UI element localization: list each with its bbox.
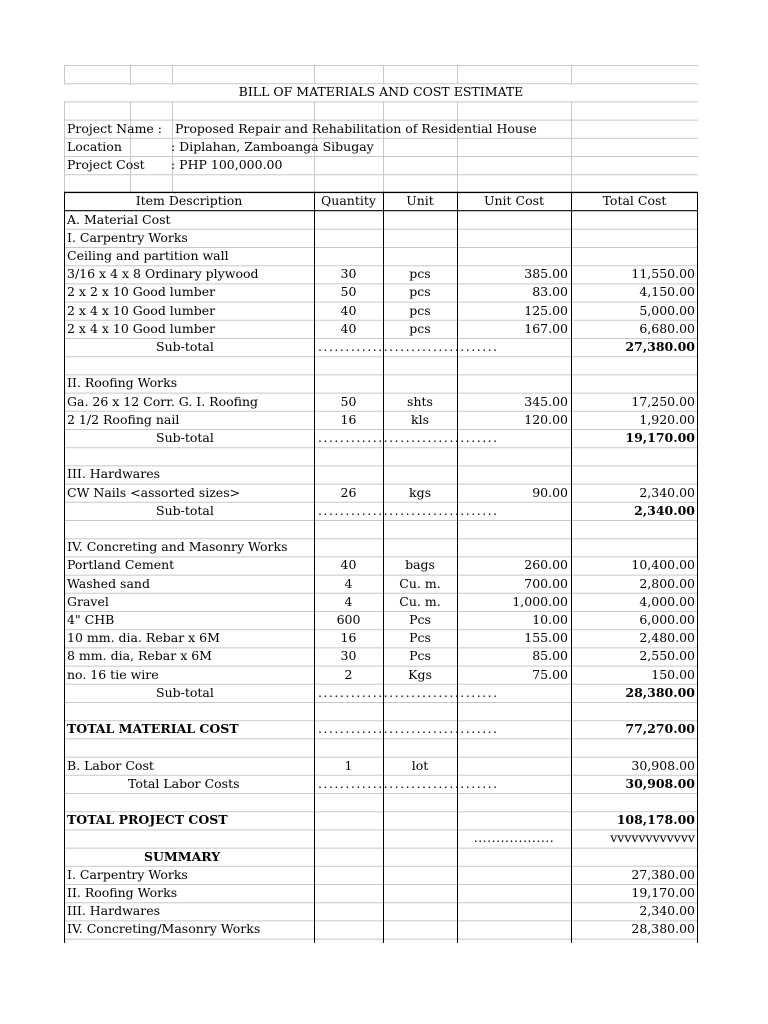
dotted-leader-short: .................. xyxy=(473,830,555,846)
header-quantity: Quantity xyxy=(321,193,376,209)
item-unit-cost xyxy=(457,538,571,556)
item-unit xyxy=(383,465,457,483)
item-description: II. Roofing Works xyxy=(67,375,178,391)
table-row xyxy=(64,793,698,811)
item-unit: shts xyxy=(407,393,433,409)
table-row xyxy=(64,738,698,756)
subtotal-label: Sub-total xyxy=(156,684,214,700)
item-unit-cost: 90.00 xyxy=(532,484,568,500)
item-unit: Pcs xyxy=(409,648,431,664)
location-row xyxy=(64,138,698,156)
item-quantity xyxy=(314,229,383,247)
item-description: III. Hardwares xyxy=(67,466,161,482)
dotted-leader: ................................. xyxy=(318,684,499,700)
table-row xyxy=(64,866,698,884)
item-unit: Cu. m. xyxy=(399,575,441,591)
item-total-cost xyxy=(571,374,698,392)
item-unit: Pcs xyxy=(409,630,431,646)
item-description: 4" CHB xyxy=(67,612,115,627)
title-row xyxy=(64,83,698,101)
subtotal-label: Sub-total xyxy=(156,339,214,354)
item-unit xyxy=(383,229,457,247)
table-row xyxy=(64,502,698,520)
item-quantity: 4 xyxy=(344,575,353,591)
item-quantity: 40 xyxy=(340,302,357,318)
item-total-cost: 11,550.00 xyxy=(631,266,695,282)
table-row xyxy=(64,447,698,465)
project-cost-row xyxy=(64,156,698,174)
item-unit xyxy=(383,538,457,556)
item-unit-cost xyxy=(457,229,571,247)
item-unit xyxy=(383,374,457,392)
item-quantity: 50 xyxy=(340,284,357,300)
item-unit xyxy=(383,920,457,938)
item-description: B. Labor Cost xyxy=(67,757,154,773)
table-row xyxy=(64,374,698,392)
location-label: Location xyxy=(67,138,122,154)
dotted-leader: ................................. xyxy=(318,502,499,518)
item-unit-cost: 700.00 xyxy=(524,575,568,591)
header-unit: Unit xyxy=(406,193,434,209)
item-unit-cost: 85.00 xyxy=(532,648,568,664)
item-total-cost: 2,340.00 xyxy=(639,903,695,919)
summary-heading: SUMMARY xyxy=(144,848,221,864)
item-total-cost: 30,908.00 xyxy=(631,757,695,773)
total-project-value: 108,178.00 xyxy=(616,812,695,828)
item-description: IV. Concreting and Masonry Works xyxy=(67,539,288,555)
item-unit: bags xyxy=(405,557,435,573)
project-cost-value: : PHP 100,000.00 xyxy=(171,157,283,172)
total-material-label: TOTAL MATERIAL COST xyxy=(67,721,239,737)
item-unit xyxy=(383,211,457,229)
table-row xyxy=(64,902,698,920)
item-quantity xyxy=(314,920,383,938)
item-description: 2 x 4 x 10 Good lumber xyxy=(67,320,216,336)
item-unit-cost: 260.00 xyxy=(524,557,568,573)
item-unit-cost xyxy=(457,920,571,938)
item-total-cost: 4,150.00 xyxy=(639,284,695,300)
item-quantity xyxy=(314,866,383,884)
table-row xyxy=(64,302,698,320)
table-row xyxy=(64,757,698,775)
item-description: IV. Concreting/Masonry Works xyxy=(67,921,261,937)
item-quantity: 40 xyxy=(340,557,357,573)
item-description: A. Material Cost xyxy=(67,211,171,227)
dotted-leader: ................................. xyxy=(318,775,499,791)
header-total-cost: Total Cost xyxy=(602,193,667,209)
subtotal-value: 27,380.00 xyxy=(625,339,695,354)
table-row xyxy=(64,211,698,229)
item-unit-cost xyxy=(457,374,571,392)
item-unit-cost xyxy=(457,866,571,884)
item-quantity xyxy=(314,902,383,920)
project-name-label: Project Name : xyxy=(67,120,163,136)
dotted-leader: ................................. xyxy=(318,430,499,445)
table-row xyxy=(64,775,698,793)
item-unit xyxy=(383,884,457,902)
item-quantity: 16 xyxy=(340,630,357,646)
item-quantity: 4 xyxy=(344,593,353,609)
total-labor-label: Total Labor Costs xyxy=(128,775,240,791)
item-total-cost: 10,400.00 xyxy=(631,557,695,573)
item-description: Ga. 26 x 12 Corr. G. I. Roofing xyxy=(67,393,259,409)
table-row xyxy=(64,575,698,593)
table-row xyxy=(64,629,698,647)
item-description: Portland Cement xyxy=(67,557,175,573)
item-unit xyxy=(383,866,457,884)
item-unit: Cu. m. xyxy=(399,593,441,609)
item-quantity: 30 xyxy=(340,648,357,664)
item-description: III. Hardwares xyxy=(67,903,161,919)
table-row xyxy=(64,848,698,866)
total-material-value: 77,270.00 xyxy=(625,721,695,737)
table-row xyxy=(64,411,698,429)
table-row xyxy=(64,338,698,356)
item-description: 2 x 4 x 10 Good lumber xyxy=(67,302,216,318)
item-description: Washed sand xyxy=(67,575,150,591)
item-total-cost xyxy=(571,211,698,229)
dotted-leader: ................................. xyxy=(318,339,499,354)
header-item-description: Item Description xyxy=(135,193,243,209)
table-row xyxy=(64,684,698,702)
item-quantity: 50 xyxy=(340,393,357,409)
table-row xyxy=(64,265,698,283)
item-unit: pcs xyxy=(409,302,431,318)
item-quantity: 30 xyxy=(340,266,357,282)
item-quantity xyxy=(314,884,383,902)
subtotal-value: 2,340.00 xyxy=(634,502,695,518)
item-total-cost: 2,340.00 xyxy=(639,484,695,500)
check-mark-row: vvvvvvvvvvvv xyxy=(610,830,695,846)
item-description: Gravel xyxy=(67,593,109,609)
item-quantity xyxy=(314,374,383,392)
item-unit-cost xyxy=(457,211,571,229)
item-unit-cost: 167.00 xyxy=(524,320,568,336)
subtotal-value: 28,380.00 xyxy=(625,684,695,700)
item-total-cost xyxy=(571,247,698,265)
item-quantity: 600 xyxy=(336,612,361,627)
item-total-cost: 27,380.00 xyxy=(631,866,695,882)
item-quantity xyxy=(314,465,383,483)
table-row xyxy=(64,702,698,720)
item-quantity: 40 xyxy=(340,320,357,336)
item-unit: pcs xyxy=(409,266,431,282)
item-unit-cost xyxy=(457,757,571,775)
item-unit-cost xyxy=(457,465,571,483)
item-unit-cost xyxy=(457,247,571,265)
item-unit: pcs xyxy=(409,284,431,300)
item-total-cost: 4,000.00 xyxy=(639,593,695,609)
item-total-cost: 6,680.00 xyxy=(639,320,695,336)
spreadsheet xyxy=(64,65,698,943)
table-row xyxy=(64,920,698,938)
item-total-cost: 19,170.00 xyxy=(631,885,695,900)
subtotal-value: 19,170.00 xyxy=(625,430,695,445)
table-row xyxy=(64,465,698,483)
item-total-cost: 150.00 xyxy=(651,666,695,682)
item-unit-cost xyxy=(457,884,571,902)
item-unit-cost: 75.00 xyxy=(532,666,568,682)
subtotal-label: Sub-total xyxy=(156,430,214,445)
table-row xyxy=(64,556,698,574)
item-total-cost: 2,480.00 xyxy=(639,630,695,646)
item-description: 8 mm. dia, Rebar x 6M xyxy=(67,648,212,664)
table-row xyxy=(64,429,698,447)
table-row xyxy=(64,829,698,847)
dotted-leader: ................................. xyxy=(318,721,499,737)
item-quantity xyxy=(314,538,383,556)
item-total-cost: 28,380.00 xyxy=(631,921,695,937)
item-description: Ceiling and partition wall xyxy=(67,248,229,263)
table-row xyxy=(64,393,698,411)
item-quantity: 1 xyxy=(344,757,353,773)
item-unit-cost: 120.00 xyxy=(524,411,568,427)
table-row xyxy=(64,538,698,556)
item-description: 10 mm. dia. Rebar x 6M xyxy=(67,630,220,646)
item-unit: kls xyxy=(411,411,429,427)
item-quantity xyxy=(314,247,383,265)
item-unit: kgs xyxy=(409,484,431,500)
total-labor-value: 30,908.00 xyxy=(625,775,695,791)
project-cost-label: Project Cost xyxy=(67,157,145,172)
table-header-row xyxy=(64,192,698,210)
project-name-value: Proposed Repair and Rehabilitation of Residential House xyxy=(175,120,537,136)
table-row xyxy=(64,247,698,265)
table-row xyxy=(64,647,698,665)
item-description: 2 1/2 Roofing nail xyxy=(67,411,180,427)
header-unit-cost: Unit Cost xyxy=(483,193,545,209)
item-total-cost xyxy=(571,465,698,483)
item-unit: Pcs xyxy=(409,612,431,627)
item-quantity: 2 xyxy=(344,666,353,682)
item-unit-cost: 155.00 xyxy=(524,630,568,646)
document-title: BILL OF MATERIALS AND COST ESTIMATE xyxy=(238,84,524,100)
table-row xyxy=(64,593,698,611)
table-row xyxy=(64,520,698,538)
item-unit-cost: 125.00 xyxy=(524,302,568,318)
item-unit-cost: 10.00 xyxy=(532,612,568,627)
table-row xyxy=(64,611,698,629)
table-row xyxy=(64,356,698,374)
item-unit-cost: 1,000.00 xyxy=(512,593,568,609)
table-row xyxy=(64,884,698,902)
total-project-label: TOTAL PROJECT COST xyxy=(67,812,228,828)
table-row xyxy=(64,720,698,738)
item-unit-cost: 385.00 xyxy=(524,266,568,282)
table-row xyxy=(64,229,698,247)
item-description: 3/16 x 4 x 8 Ordinary plywood xyxy=(67,266,259,282)
item-description: I. Carpentry Works xyxy=(67,866,188,882)
item-description: 2 x 2 x 10 Good lumber xyxy=(67,284,216,300)
item-total-cost: 5,000.00 xyxy=(639,302,695,318)
item-unit xyxy=(383,902,457,920)
item-total-cost: 6,000.00 xyxy=(639,612,695,627)
item-unit-cost xyxy=(457,902,571,920)
item-total-cost xyxy=(571,538,698,556)
item-unit xyxy=(383,247,457,265)
item-description: no. 16 tie wire xyxy=(67,666,159,682)
item-quantity: 16 xyxy=(340,411,357,427)
table-row xyxy=(64,666,698,684)
table-row xyxy=(64,320,698,338)
item-description: CW Nails <assorted sizes> xyxy=(67,484,241,500)
item-description: II. Roofing Works xyxy=(67,885,178,900)
table-row xyxy=(64,811,698,829)
item-quantity: 26 xyxy=(340,484,357,500)
item-description: I. Carpentry Works xyxy=(67,229,188,245)
item-total-cost: 2,550.00 xyxy=(639,648,695,664)
table-row xyxy=(64,283,698,301)
item-unit-cost: 345.00 xyxy=(524,393,568,409)
item-unit: lot xyxy=(411,757,429,773)
item-total-cost xyxy=(571,229,698,247)
project-name-row xyxy=(64,120,698,138)
table-row xyxy=(64,484,698,502)
item-unit-cost: 83.00 xyxy=(532,284,568,300)
item-quantity xyxy=(314,211,383,229)
location-value: : Diplahan, Zamboanga Sibugay xyxy=(171,138,374,154)
item-unit: Kgs xyxy=(408,666,432,682)
item-total-cost: 17,250.00 xyxy=(631,393,695,409)
item-total-cost: 1,920.00 xyxy=(639,411,695,427)
item-unit: pcs xyxy=(409,320,431,336)
subtotal-label: Sub-total xyxy=(156,502,214,518)
item-total-cost: 2,800.00 xyxy=(639,575,695,591)
